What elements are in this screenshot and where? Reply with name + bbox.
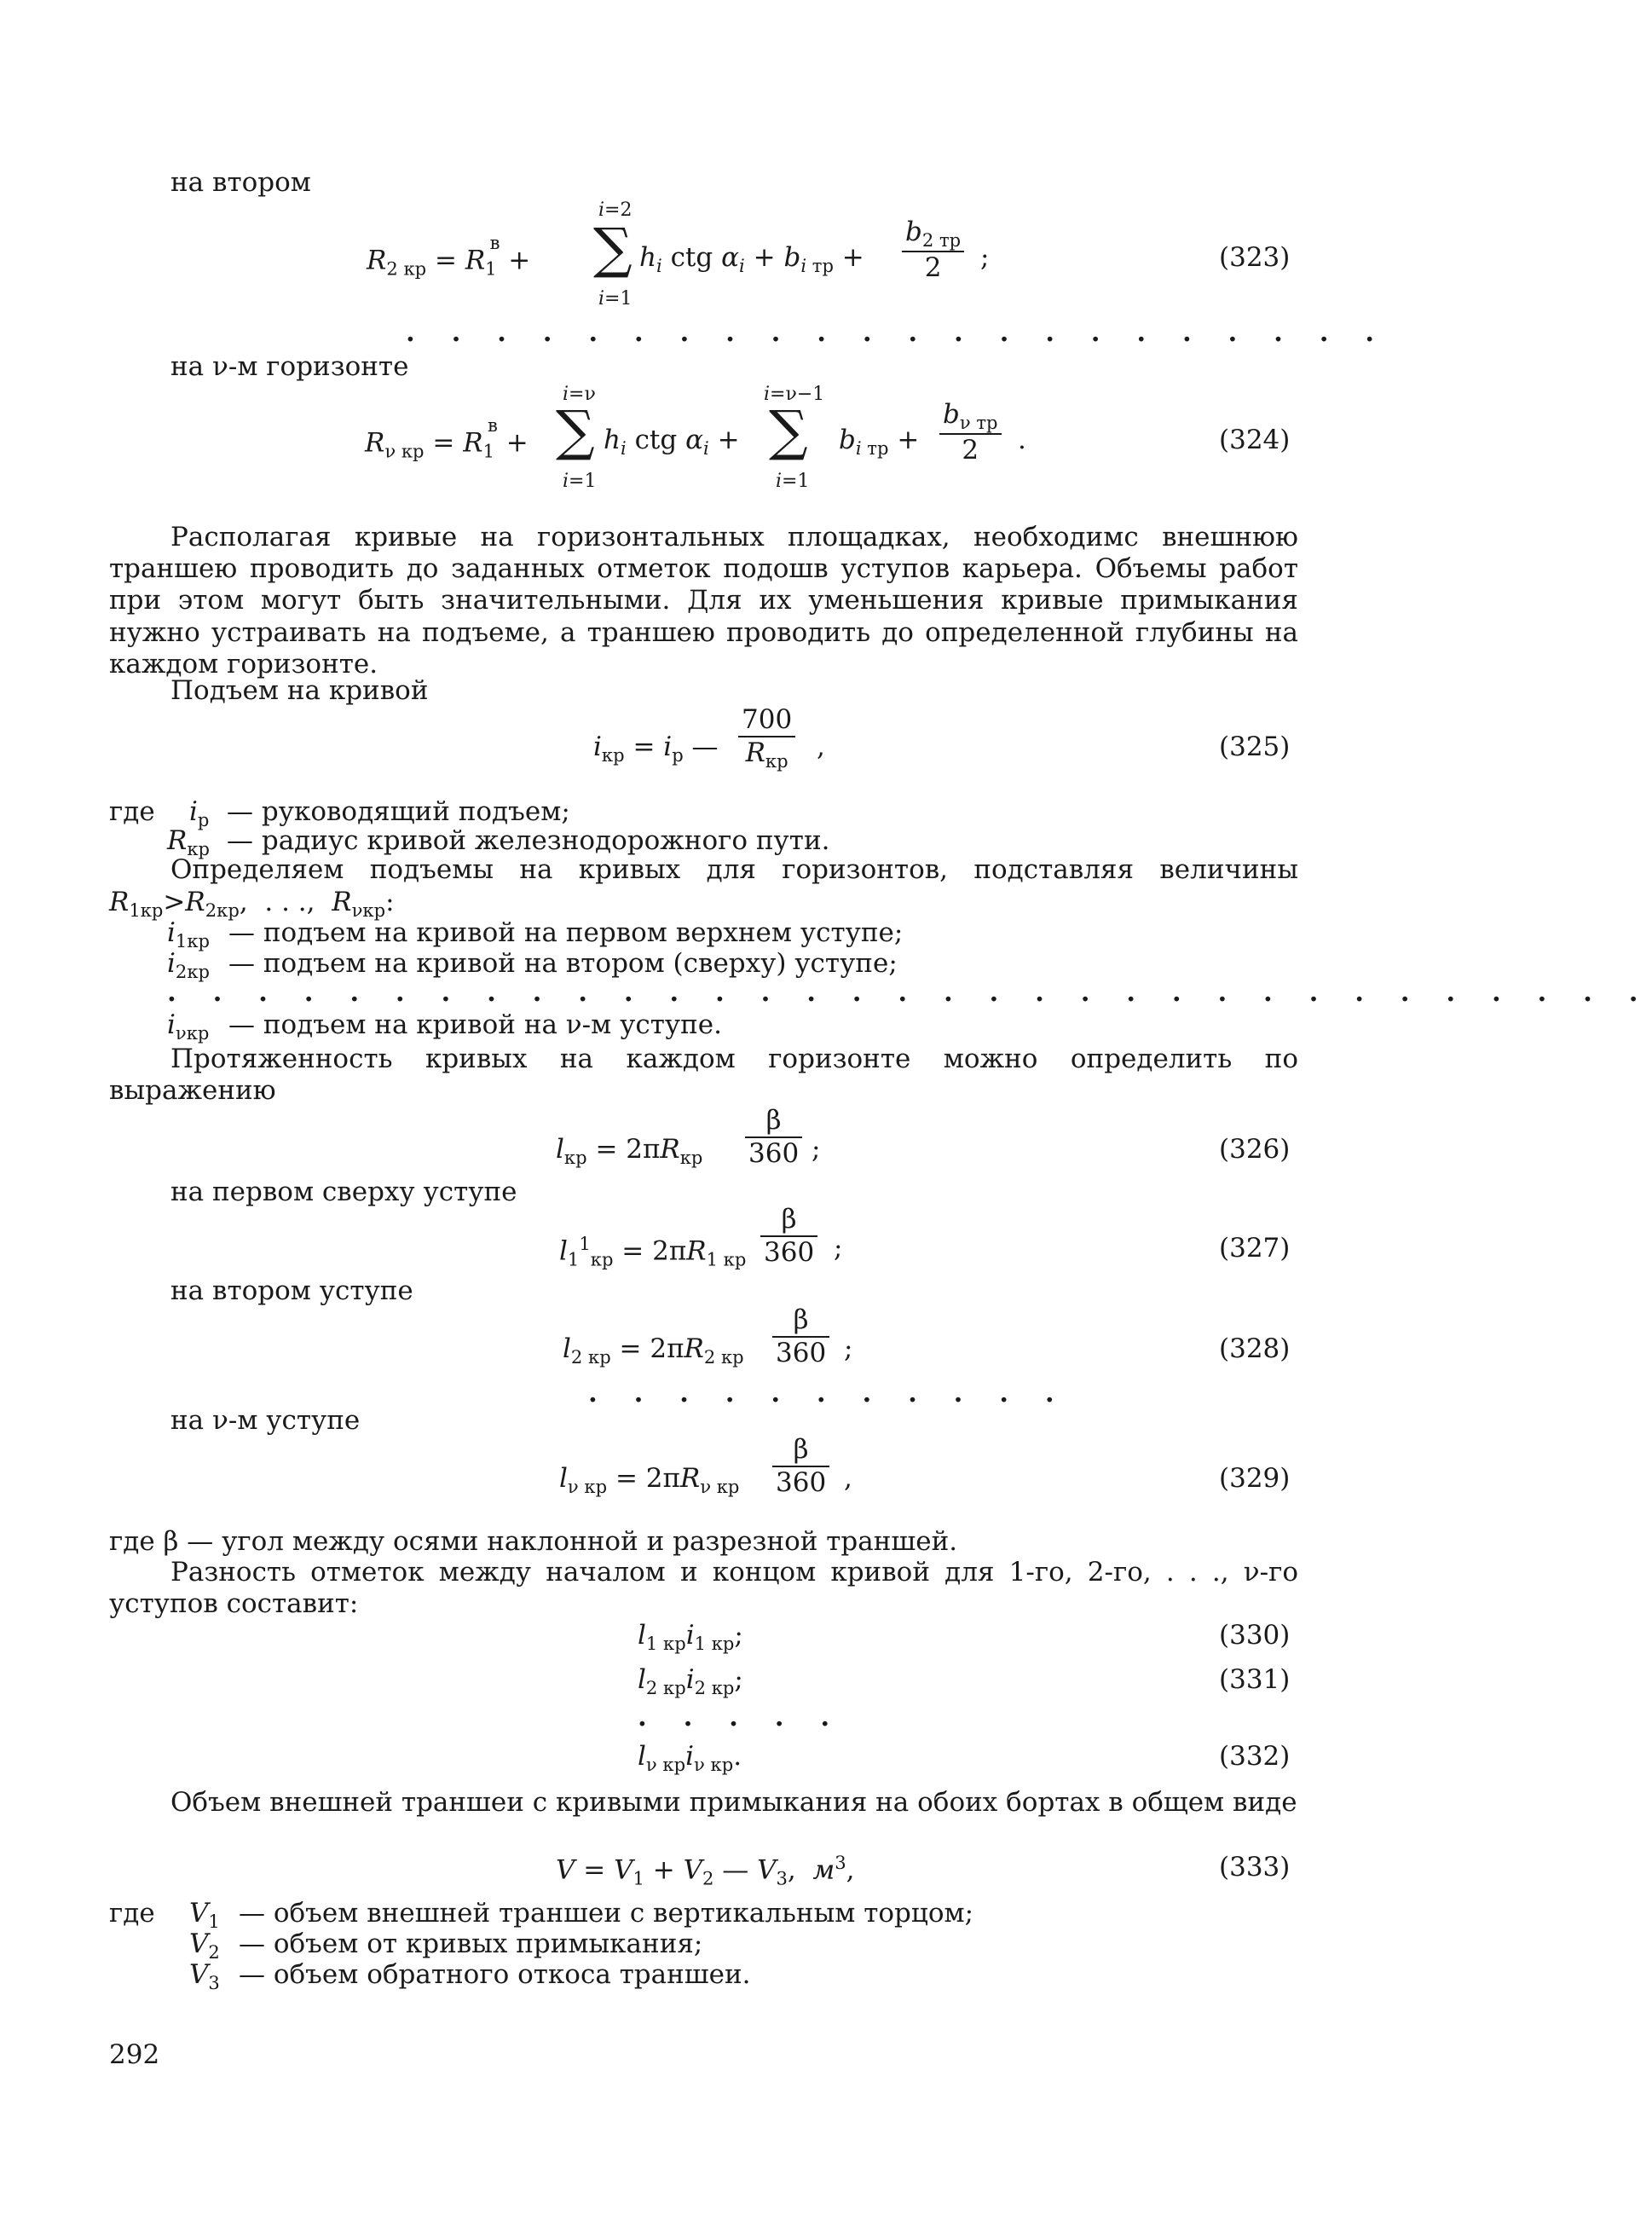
sentence-define-rises: Определяем подъемы на кривых для горизонтов, подставляя величины [170, 854, 1298, 885]
eqno-328: (328) [1219, 1333, 1291, 1364]
symbol-inukr: $i_{\nu кр}$ [167, 1009, 210, 1044]
label-second-bench: на втором уступе [170, 1275, 413, 1306]
ellipsis-row: . . . . . [638, 1702, 844, 1732]
def-i2kr: — подъем на кривой на втором (сверху) уступе; [228, 948, 898, 979]
ellipsis-row: . . . . . . . . . . . [588, 1378, 1068, 1408]
def-rkr: — радиус кривой железнодорожного пути. [227, 825, 830, 856]
label-nu-level: на ν-м горизонте [170, 351, 409, 382]
def-v2: — объем от кривых примыкания; [239, 1929, 703, 1959]
equation-330: $l_{1 кр}i_{1 кр}$; [638, 1620, 743, 1655]
ineq-radii: $R_{1кр}>R_{2кр}$, . . ., $R_{\nu кр}$: [109, 887, 395, 922]
ellipsis-row: . . . . . . . . . . . . . . . . . . . . . . . . . . . . . . . . . [167, 977, 1652, 1008]
symbol-i2kr: $i_{2кр}$ [167, 948, 210, 983]
eqno-323: (323) [1219, 242, 1291, 273]
paragraph-length: Протяженность кривых на каждом горизонте можно определить по выражению [109, 1044, 1298, 1107]
paragraph-volume: Объем внешней траншеи с кривыми примыкания на обоих бортах в общем виде [170, 1787, 1297, 1818]
label-first-bench: на первом сверху уступе [170, 1177, 517, 1207]
label-second-level: на втором [170, 167, 311, 198]
eqno-325: (325) [1219, 732, 1291, 762]
label-nu-bench: на ν-м уступе [170, 1405, 361, 1436]
eqno-329: (329) [1219, 1463, 1291, 1494]
symbol-i1kr: $i_{1кр}$ [167, 917, 210, 952]
paragraph-curves: Располагая кривые на горизонтальных площадках, необходимс внешнюю траншею проводить до заданных отметок подошв уступов карьера. Объемы работ при этом могут быть значительными. Для их уменьшения кривые примыкания нужно устраивать на подъеме, а траншею проводить до определенной глубины на каждом горизонте. [109, 522, 1298, 680]
where-label: где [109, 1898, 155, 1929]
symbol-v3: $V_3$ [189, 1959, 220, 1994]
where-label: где [109, 796, 155, 827]
symbol-v2: $V_2$ [189, 1929, 220, 1963]
paragraph-elevation: Разность отметок между началом и концом кривой для 1-го, 2-го, . . ., ν-го уступов составит: [109, 1557, 1298, 1620]
equation-332: $l_{\nu кр}i_{\nu кр}$. [638, 1741, 742, 1776]
eqno-332: (332) [1219, 1741, 1291, 1772]
ellipsis-row: . . . . . . . . . . . . . . . . . . . . . . [406, 317, 1389, 348]
eqno-327: (327) [1219, 1233, 1291, 1264]
eqno-331: (331) [1219, 1664, 1291, 1695]
symbol-ip: $i_р$ [189, 796, 210, 831]
def-inukr: — подъем на кривой на ν-м уступе. [228, 1009, 722, 1040]
equation-331: $l_{2 кр}i_{2 кр}$; [638, 1664, 743, 1699]
def-v3: — объем обратного откоса траншеи. [239, 1959, 751, 1990]
def-beta: где β — угол между осями наклонной и разрезной траншей. [109, 1526, 958, 1557]
eqno-333: (333) [1219, 1852, 1291, 1882]
def-i1kr: — подъем на кривой на первом верхнем уступе; [228, 917, 904, 948]
def-v1: — объем внешней траншеи с вертикальным торцом; [239, 1898, 974, 1929]
symbol-rkr: $R_{кр}$ [167, 825, 211, 860]
equation-333: $V = V_1 + V_2$ — $V_3$, $м^3$, [556, 1852, 855, 1889]
eqno-324: (324) [1219, 425, 1291, 455]
symbol-v1: $V_1$ [189, 1898, 220, 1933]
label-rise-on-curve: Подъем на кривой [170, 675, 429, 706]
def-ip: — руководящий подъем; [227, 796, 570, 827]
eqno-326: (326) [1219, 1134, 1291, 1165]
eqno-330: (330) [1219, 1620, 1291, 1651]
page: на втором $R_{2 кр} = R_1^в$ + i=2 ∑ i=1 $h_i$ ctg $\alpha_i + b_i$ $_{тр}$ + $b_{2 тр}$ 2 ; (323) . . . . . . . . . . . . . . . . . . . . . . на ν-м горизонте $R_{\nu кр} = R_1^в$ + i=ν ∑ i=1 $h_i$ ctg $\alpha_i$ + i=ν−1 ∑ i=1 $b_i$ $_{тр}$ + $b_{\nu тр}$ 2 . (324) Располагая кривые на горизонтальных площадках, необходимс внешнюю траншею проводить до заданных отметок подошв уступов карьера. Объемы работ при этом могут быть значительными. Для их уменьшения кривые примыкания нужно устраивать на подъеме, а траншею проводить до определенной глубины на каждом горизонте. Подъем на кривой $i_{кр} = i_р$ — 700 $R_{кр}$ , (325) где $i_р$ — руководящий подъем; $R_{кр}$ — радиус кривой железнодорожного пути. Определяем подъемы на кривых для горизонтов, подставляя величины $R_{1кр}>R_{2кр}$, . . ., $R_{\nu кр}$: $i_{1кр}$ — подъем на кривой на первом верхнем уступе; $i_{2кр}$ — подъем на кривой на втором (сверху) уступе; . . . . . . . . . . . . . . . . . . . . . . . . . . . . . . . . . $i_{\nu кр}$ — подъем на кривой на ν-м уступе. Протяженность кривых на каждом горизонте можно определить по выражению $l_{кр} = 2\pi R_{кр}$ $\frac{\beta}{360}$ ; (326) на первом сверху уступе $l_1^1_{кр} = 2\pi R_{1 кр}$ $\frac{\beta}{360}$ ; (327) на втором уступе $l_{2 кр} = 2\pi R_{2 кр}$ $\frac{\beta}{360}$ ; (328) . . . . . . . . . . . на ν-м уступе $l_{\nu кр} = 2\pi R_{\nu кр}$ $\frac{\beta}{360}$ , (329) где β — угол между осями наклонной и разрезной траншей. Разность отметок между началом и концом кривой для 1-го, 2-го, . . ., ν-го уступов составит: $l_{1 кр}i_{1 кр}$; (330) $l_{2 кр}i_{2 кр}$; (331) . . . . . $l_{\nu кр}i_{\nu кр}$. (332) Объем внешней траншеи с кривыми примыкания на обоих бортах в общем виде $V = V_1 + V_2$ — $V_3$, $м^3$, (333) где $V_1$ — объем внешней траншеи с вертикальным торцом; $V_2$ — объем от кривых примыкания; $V_3$ — объем обратного откоса траншеи. 292 [109, 167, 1652, 2070]
page-number: 292 [109, 2039, 160, 2070]
